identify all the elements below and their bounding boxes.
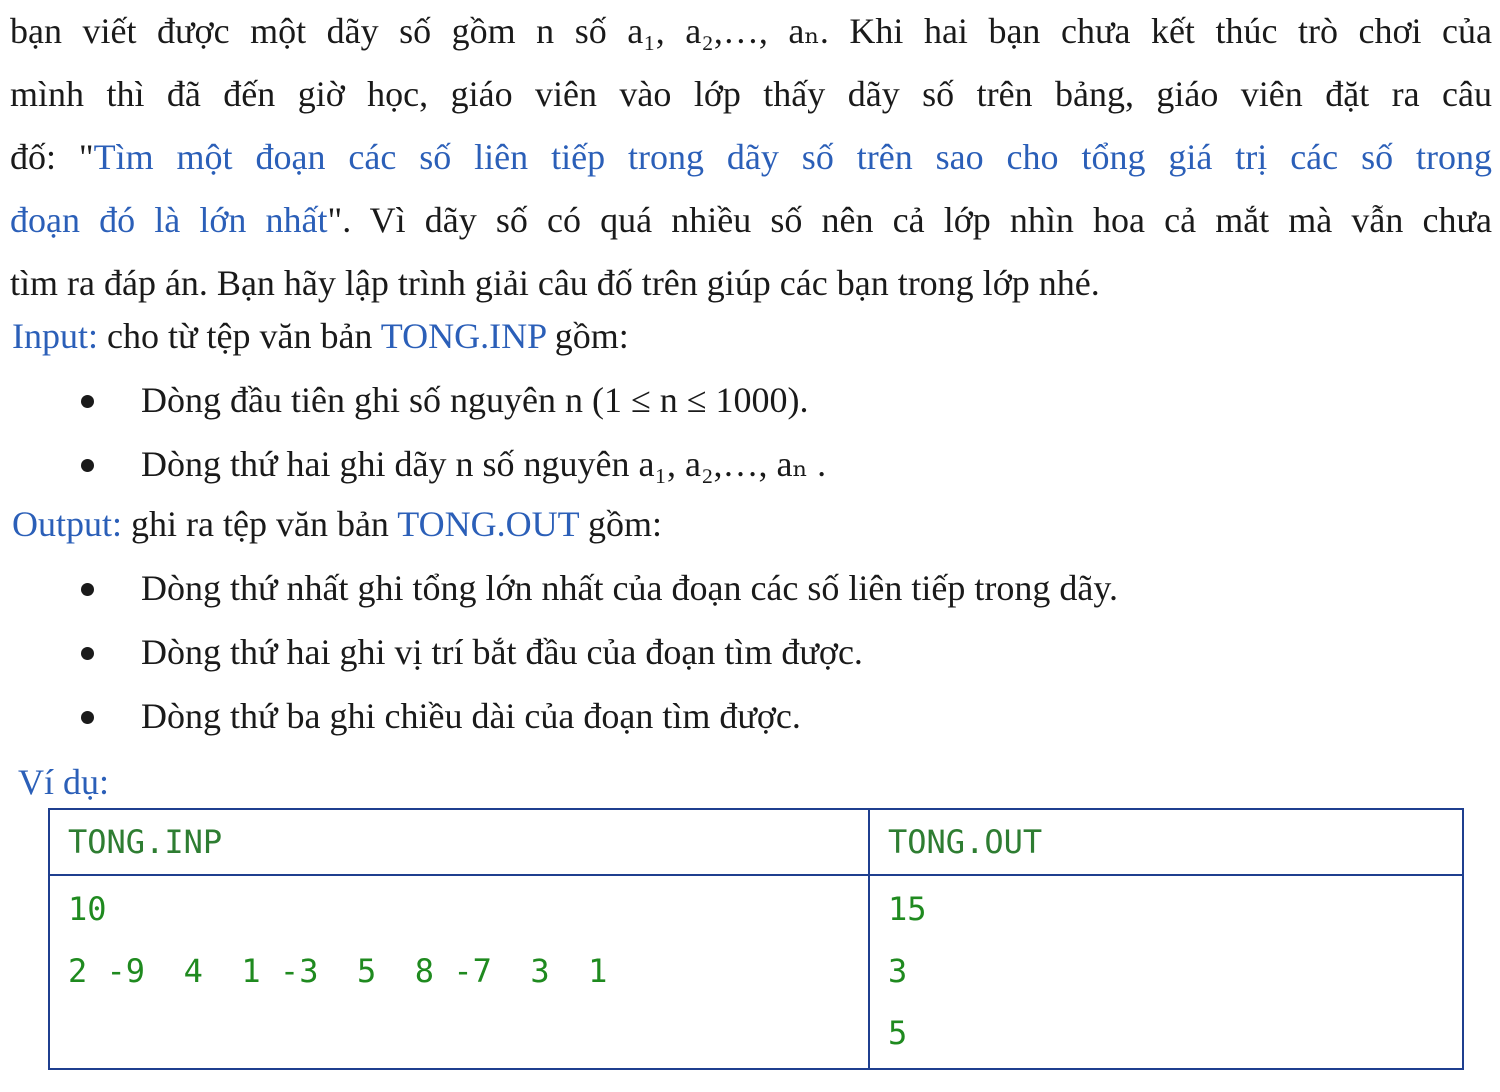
output-text-before: ghi ra tệp văn bản <box>122 504 398 544</box>
input-text-after: gồm: <box>545 316 629 356</box>
input-heading <box>12 314 629 358</box>
example-input-cell <box>49 875 869 1069</box>
bullet-icon <box>81 583 94 596</box>
table-row <box>49 875 1463 1069</box>
description-line-5: tìm ra đáp án. Bạn hãy lập trình giải câu đố trên giúp các bạn trong lớp nhé. <box>10 263 1100 303</box>
output-filename: TONG.OUT <box>397 504 579 544</box>
description-line-4 <box>10 189 1492 252</box>
input-filename: TONG.INP <box>380 316 546 356</box>
example-table <box>48 808 1464 1070</box>
output-bullet-1: Dòng thứ nhất ghi tổng lớn nhất của đoạn các số liên tiếp trong dãy. <box>141 568 1118 608</box>
output-bullet-3: Dòng thứ ba ghi chiều dài của đoạn tìm được. <box>141 696 801 736</box>
example-output-line-1: 15 <box>888 890 927 928</box>
list-item <box>0 620 1500 684</box>
quote-open: đố: " <box>10 137 94 177</box>
output-label: Output: <box>12 504 123 544</box>
list-item <box>0 684 1500 748</box>
example-output-line-2: 3 <box>888 952 908 990</box>
example-input-line-1: 10 <box>68 890 107 928</box>
example-label: Ví dụ: <box>18 762 110 802</box>
problem-description <box>10 0 1492 315</box>
table-row <box>49 809 1463 875</box>
example-input-line-2: 2 -9 4 1 -3 5 8 -7 3 1 <box>68 952 608 990</box>
description-line-1: bạn viết được một dãy số gồm n số a₁, a₂,…, aₙ. Khi hai bạn chưa kết thúc trò chơi của <box>10 11 1492 51</box>
bullet-icon <box>81 711 94 724</box>
bullet-icon <box>81 647 94 660</box>
riddle-text-part-1: Tìm một đoạn các số liên tiếp trong dãy số trên sao cho tổng giá trị các số trong <box>93 137 1492 177</box>
example-output-cell <box>869 875 1463 1069</box>
input-bullet-list <box>0 368 1500 496</box>
output-text-after: gồm: <box>578 504 662 544</box>
description-line-2: mình thì đã đến giờ học, giáo viên vào lớp thấy dãy số trên bảng, giáo viên đặt ra câu <box>10 74 1492 114</box>
description-line-4-rest: ". Vì dãy số có quá nhiều số nên cả lớp nhìn hoa cả mắt mà vẫn chưa <box>327 200 1492 240</box>
input-label: Input: <box>12 316 98 356</box>
list-item <box>0 556 1500 620</box>
riddle-text-part-2: đoạn đó là lớn nhất <box>10 200 328 240</box>
description-line-3 <box>10 126 1492 189</box>
bullet-icon <box>81 459 94 472</box>
bullet-icon <box>81 395 94 408</box>
output-bullet-2: Dòng thứ hai ghi vị trí bắt đầu của đoạn tìm được. <box>141 632 863 672</box>
output-heading <box>12 502 662 546</box>
input-text-before: cho từ tệp văn bản <box>98 316 381 356</box>
table-header-output: TONG.OUT <box>869 809 1463 875</box>
input-bullet-1: Dòng đầu tiên ghi số nguyên n (1 ≤ n ≤ 1000). <box>141 380 809 420</box>
list-item <box>0 432 1500 496</box>
input-bullet-2: Dòng thứ hai ghi dãy n số nguyên a₁, a₂,…, aₙ . <box>141 444 827 484</box>
list-item <box>0 368 1500 432</box>
example-output-line-3: 5 <box>888 1014 908 1052</box>
table-header-input: TONG.INP <box>49 809 869 875</box>
output-bullet-list <box>0 556 1500 748</box>
